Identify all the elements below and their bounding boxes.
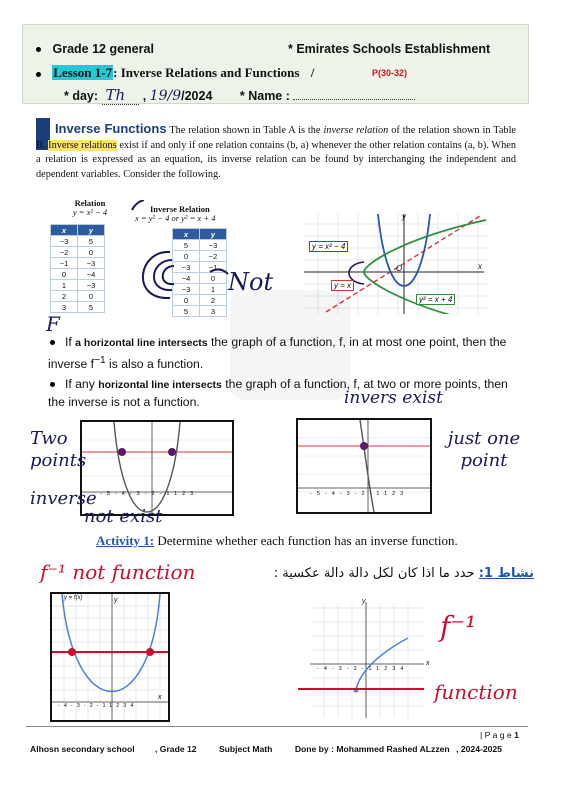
tick: -4	[317, 666, 332, 672]
tick: -2	[354, 491, 370, 497]
header-line-1	[36, 42, 154, 56]
cell: 5	[173, 306, 200, 317]
tick: 4	[400, 666, 409, 672]
rule-2-text-c: the graph of a function, f, at two or more points, then the inverse is not a function.	[48, 377, 508, 409]
annotation-f-inv: f⁻¹	[440, 610, 477, 643]
activity-arabic-text: حدد ما اذا كان لكل دالة دالة عكسية :	[273, 566, 475, 581]
cell: 5	[78, 302, 105, 313]
tick: -5	[310, 491, 325, 497]
bullet-icon	[50, 340, 55, 345]
cell: −3	[173, 262, 200, 273]
table-row	[51, 291, 105, 302]
cell: −4	[78, 269, 105, 280]
cell: −1	[51, 258, 78, 269]
intro-highlight: Inverse relations	[48, 139, 117, 151]
table-row	[51, 258, 105, 269]
activity-line	[96, 533, 458, 549]
intro-paragraph	[36, 122, 516, 182]
footer-subject: Subject Math	[218, 744, 273, 754]
tick: 2	[182, 491, 191, 497]
cell: −1	[200, 262, 227, 273]
tick: 2	[384, 666, 393, 672]
relation-equation: y = x² − 4	[72, 207, 108, 217]
cell: −3	[173, 284, 200, 295]
table-row	[51, 236, 105, 247]
rule-1	[48, 334, 526, 373]
page-num: 1	[514, 730, 519, 740]
cell: 3	[200, 306, 227, 317]
year: /2024	[181, 89, 213, 103]
cell: 5	[78, 236, 105, 247]
activity-label: Activity 1:	[96, 533, 155, 548]
annotation-f: F	[46, 312, 60, 336]
tick: -4	[114, 491, 130, 497]
tick: -5	[100, 491, 115, 497]
activity-arabic	[244, 566, 534, 581]
tick: -3	[129, 491, 145, 497]
day-value: Th	[102, 86, 140, 105]
bullet-icon	[50, 382, 55, 387]
table-header: y	[78, 225, 105, 236]
annotation-just-one-point: just one point	[447, 428, 521, 471]
graph-a-y: y	[114, 597, 118, 604]
footer-year: , 2024-2025	[456, 744, 502, 754]
tick: 1	[109, 703, 117, 709]
tick: 3	[123, 703, 131, 709]
table-row	[51, 247, 105, 258]
tick: 2	[392, 491, 401, 497]
graph-b-y: y	[362, 598, 366, 605]
header-line-2	[36, 65, 314, 81]
tick: -1	[361, 666, 377, 672]
graph-a-ticks	[58, 703, 137, 709]
label-inverse: y² = x + 4	[416, 294, 455, 305]
activity-arabic-label: نشاط 1:	[478, 566, 534, 581]
footer-line	[30, 744, 502, 754]
intro-em: inverse relation	[323, 125, 389, 136]
cell: 3	[51, 302, 78, 313]
annotation-f-inv-not-function: f⁻¹ not function	[40, 560, 196, 584]
cell: −4	[173, 273, 200, 284]
cell: −3	[78, 280, 105, 291]
table-row	[51, 269, 105, 280]
annotation-inverse: inverse	[30, 488, 97, 509]
tick: -1	[159, 491, 175, 497]
rule-1-text-d: is also a function.	[105, 357, 204, 372]
section-heading: Inverse Functions	[54, 121, 167, 136]
cell: 0	[200, 273, 227, 284]
origin-label: O	[396, 264, 403, 273]
tick: 2	[116, 703, 124, 709]
cell: −3	[51, 236, 78, 247]
rule-2	[48, 376, 526, 411]
tick: 3	[190, 491, 199, 497]
cell: 5	[173, 240, 200, 251]
rule-1-text-a: If	[65, 335, 72, 349]
relation-table	[50, 224, 105, 313]
graph-one-point	[296, 418, 432, 514]
tick: -3	[339, 491, 355, 497]
annotation-not-exist: not exist	[84, 506, 163, 527]
tick: -2	[346, 666, 362, 672]
lesson-id: Lesson 1-7	[53, 65, 113, 80]
rule-1-text-c: the graph of a function, f, in at most one point, then the inverse f	[48, 335, 507, 372]
lesson-title: : Inverse Relations and Functions	[113, 65, 300, 80]
grade-label: Grade 12 general	[52, 42, 154, 56]
label-fx: y = x² − 4	[309, 241, 348, 252]
footer-divider	[26, 726, 528, 727]
rule-2-bold: horizontal line intersects	[98, 379, 222, 391]
axis-x-label: x	[478, 262, 482, 271]
annotation-two-points: Two points	[30, 428, 87, 471]
relation-title: Relation	[74, 198, 106, 208]
table-row	[51, 302, 105, 313]
rule-2-text-a: If any	[65, 377, 95, 391]
small-graph-ticks-a	[100, 491, 198, 497]
axis-y-label: y	[402, 212, 406, 221]
graph-a-fx: y = f(x)	[64, 595, 83, 601]
cell: −3	[200, 240, 227, 251]
header-line-3	[64, 86, 415, 104]
tick: 3	[400, 491, 409, 497]
tick: -2	[144, 491, 160, 497]
day-label: * day:	[64, 89, 99, 103]
tick: 1	[376, 666, 385, 672]
tick: 1	[174, 491, 183, 497]
tick: 4	[130, 703, 138, 709]
graph-two-points	[80, 420, 234, 516]
rule-1-sup: −1	[94, 355, 106, 366]
tick: 3	[392, 666, 401, 672]
table-header: x	[173, 229, 200, 240]
page-number	[480, 730, 519, 740]
tick: -3	[331, 666, 347, 672]
cell: 0	[173, 295, 200, 306]
table-header: x	[51, 225, 78, 236]
bullet-icon	[36, 72, 41, 77]
small-graph-ticks-b	[310, 491, 408, 497]
graph-b-x: x	[426, 660, 430, 667]
cell: 1	[200, 284, 227, 295]
table-row	[51, 280, 105, 291]
cell: 0	[78, 291, 105, 302]
graph-a-x: x	[158, 694, 162, 701]
tick: -3	[70, 703, 84, 709]
tick: -1	[369, 491, 385, 497]
table-header: y	[200, 229, 227, 240]
annotation-not: Not	[228, 268, 274, 296]
intro-text-1: The relation shown in Table A is the	[169, 125, 321, 136]
cell: 0	[78, 247, 105, 258]
cell: −3	[78, 258, 105, 269]
graph-b-ticks	[317, 666, 408, 672]
tick: -1	[96, 703, 110, 709]
tick: 1	[384, 491, 393, 497]
annotation-function: function	[434, 680, 518, 704]
activity-graph-b	[298, 594, 424, 718]
cell: −2	[200, 251, 227, 262]
bullet-icon	[36, 47, 41, 52]
tick: -2	[83, 703, 97, 709]
inverse-equation: x = y² − 4 or y² = x + 4	[135, 213, 216, 223]
inverse-title: Inverse Relation	[150, 204, 210, 214]
date-sep: ,	[142, 89, 147, 103]
tick: -4	[324, 491, 340, 497]
page-label: | P a g e	[480, 730, 512, 740]
footer-author: Done by : Mohammed Rashed ALzzen	[294, 744, 450, 754]
date-handwritten: 19/9	[149, 88, 182, 104]
name-label: * Name :	[239, 89, 290, 103]
cell: 0	[51, 269, 78, 280]
footer-school: Alhosn secondary school	[30, 744, 135, 754]
rule-1-bold: a horizontal line intersects	[75, 337, 208, 349]
cell: −2	[51, 247, 78, 258]
school-label: * Emirates Schools Establishment	[288, 42, 491, 56]
activity-text: Determine whether each function has an inverse function.	[154, 533, 458, 548]
footer-grade: , Grade 12	[154, 744, 197, 754]
cell: 2	[51, 291, 78, 302]
cell: 0	[173, 251, 200, 262]
annotation-invers-exist: invers exist	[344, 388, 443, 408]
intro-text-2: of the relation shown in Table B.	[36, 125, 516, 151]
tick: -4	[58, 703, 71, 709]
lesson-slash: /	[310, 65, 315, 80]
intro-text-3: exist if and only if one relation contains (b, a) whenever the other relation contains (a, b). When a relation is expressed as an equation, its inverse relation can be found by interchanging the independent and dependent variables. Consider the following.	[36, 139, 517, 180]
cell: 1	[51, 280, 78, 291]
label-y-equals-x: y = x	[331, 280, 354, 291]
name-blank[interactable]	[293, 99, 415, 100]
cell: 2	[200, 295, 227, 306]
page-range: P(30-32)	[372, 68, 408, 78]
